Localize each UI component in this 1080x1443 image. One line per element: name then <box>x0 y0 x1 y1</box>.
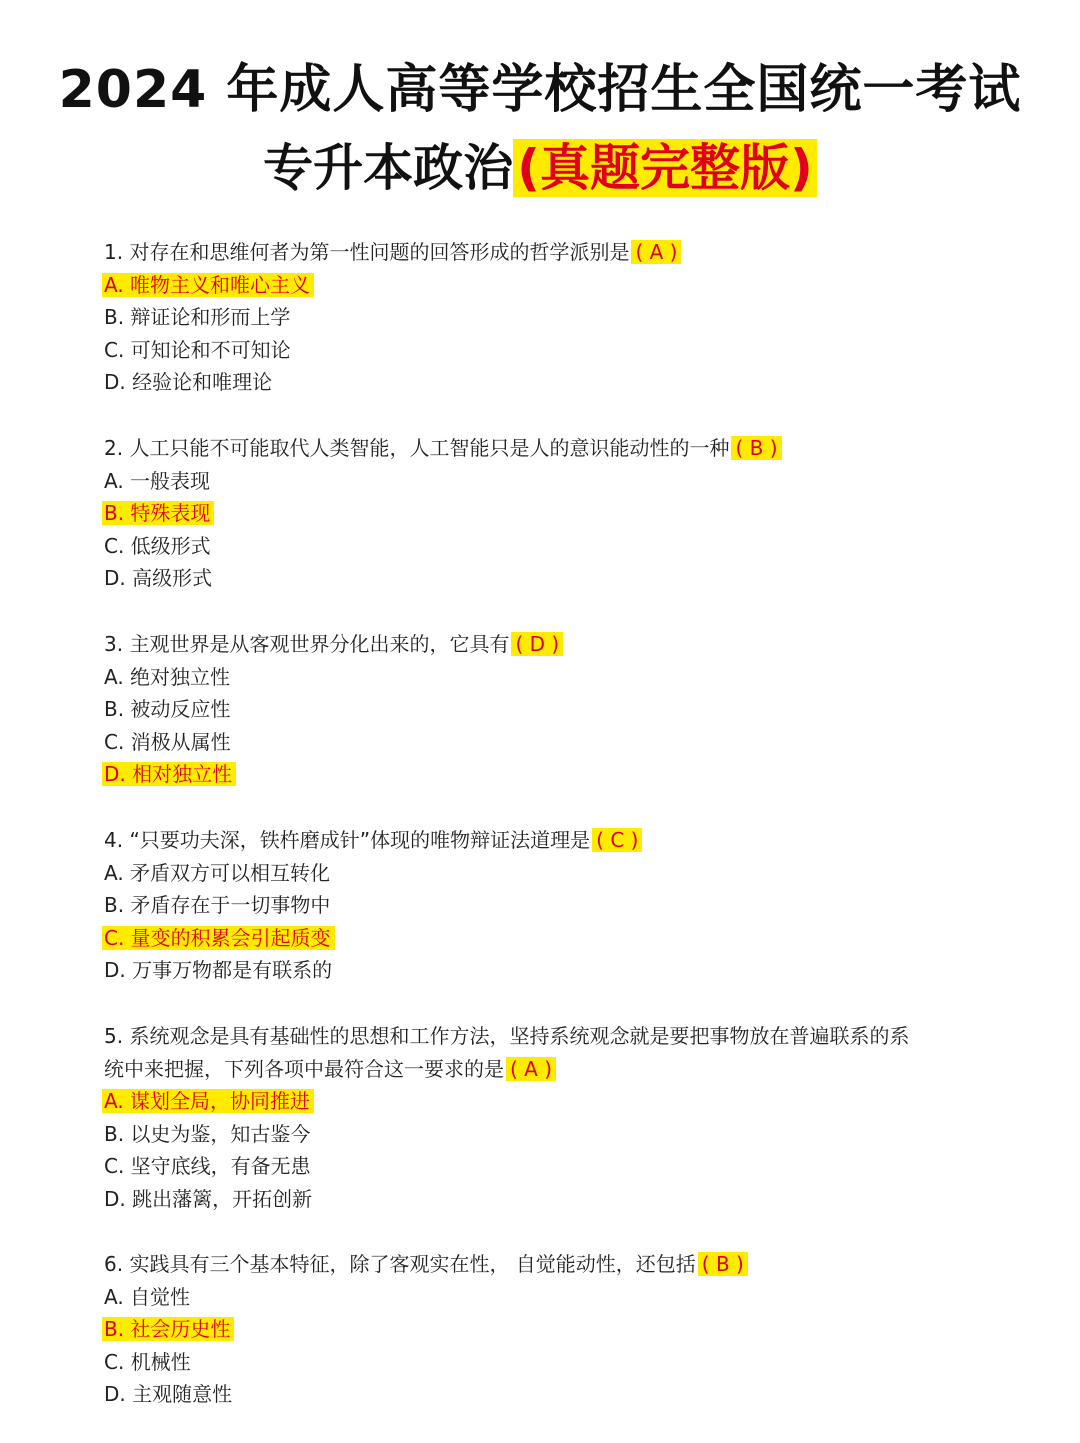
question-stem <box>104 1053 984 1086</box>
option-c <box>104 530 984 563</box>
option-text: A. 绝对独立性 <box>104 664 231 689</box>
option-d <box>104 1183 984 1216</box>
page-title: 2024 年成人高等学校招生全国统一考试 <box>58 60 1022 120</box>
question-text: 4. “只要功夫深，铁杵磨成针”体现的唯物辩证法道理是 <box>104 828 591 852</box>
option-text: B. 被动反应性 <box>104 697 231 721</box>
option-c <box>104 334 984 367</box>
option-a <box>104 661 984 694</box>
option-text-correct: B. 社会历史性 <box>102 1317 234 1341</box>
option-b <box>104 889 984 922</box>
question-3 <box>104 628 984 791</box>
option-b <box>104 497 984 530</box>
option-text: C. 低级形式 <box>104 533 211 558</box>
option-a <box>104 269 984 302</box>
option-c <box>104 1150 984 1183</box>
option-b <box>104 1313 984 1346</box>
question-6 <box>104 1248 984 1411</box>
question-text: 1. 对存在和思维何者为第一性问题的回答形成的哲学派别是 <box>104 240 630 264</box>
question-stem <box>104 432 984 465</box>
option-text: C. 机械性 <box>104 1349 191 1374</box>
option-text: A. 矛盾双方可以相互转化 <box>104 860 331 885</box>
option-b <box>104 301 984 334</box>
option-text-correct: C. 量变的积累会引起质变 <box>102 926 335 950</box>
question-stem <box>104 824 984 857</box>
page-subtitle <box>0 138 1080 198</box>
option-text-correct: A. 唯物主义和唯心主义 <box>102 273 314 297</box>
answer-tag: ( A ) <box>506 1057 556 1081</box>
question-stem <box>104 1248 984 1281</box>
option-text: A. 一般表现 <box>104 468 211 493</box>
question-1 <box>104 236 984 399</box>
option-b <box>104 1118 984 1151</box>
answer-tag: ( C ) <box>592 828 642 852</box>
question-4 <box>104 824 984 987</box>
option-a <box>104 465 984 498</box>
question-2 <box>104 432 984 595</box>
option-text: D. 经验论和唯理论 <box>104 370 273 394</box>
option-a <box>104 1281 984 1314</box>
option-text: C. 坚守底线，有备无患 <box>104 1154 311 1178</box>
option-text: B. 矛盾存在于一切事物中 <box>104 893 331 917</box>
question-5 <box>104 1020 984 1215</box>
option-text-correct: A. 谋划全局，协同推进 <box>102 1089 314 1113</box>
option-d <box>104 1378 984 1411</box>
answer-tag: ( B ) <box>731 436 781 460</box>
option-d <box>104 758 984 791</box>
option-text: D. 跳出藩篱，开拓创新 <box>104 1186 313 1211</box>
answer-tag: ( A ) <box>631 240 681 264</box>
option-c <box>104 726 984 759</box>
question-text: 3. 主观世界是从客观世界分化出来的，它具有 <box>104 632 510 656</box>
option-text-correct: B. 特殊表现 <box>102 501 214 525</box>
question-text: 5. 系统观念是具有基础性的思想和工作方法，坚持系统观念就是要把事物放在普遍联系的系 <box>104 1024 910 1048</box>
answer-tag: ( D ) <box>511 632 563 656</box>
option-d <box>104 954 984 987</box>
option-d <box>104 562 984 595</box>
option-b <box>104 693 984 726</box>
option-text: B. 以史为鉴，知古鉴今 <box>104 1121 311 1146</box>
option-a <box>104 1085 984 1118</box>
option-d <box>104 366 984 399</box>
option-text: D. 万事万物都是有联系的 <box>104 958 333 982</box>
option-text: D. 高级形式 <box>104 566 213 590</box>
option-c <box>104 922 984 955</box>
option-text: A. 自觉性 <box>104 1284 191 1309</box>
question-text: 统中来把握，下列各项中最符合这一要求的是 <box>104 1056 504 1081</box>
option-text: B. 辩证论和形而上学 <box>104 305 291 329</box>
question-stem <box>104 628 984 661</box>
option-a <box>104 857 984 890</box>
option-text: C. 可知论和不可知论 <box>104 337 291 362</box>
question-text: 2. 人工只能不可能取代人类智能，人工智能只是人的意识能动性的一种 <box>104 436 730 460</box>
option-text: D. 主观随意性 <box>104 1382 233 1406</box>
option-text: C. 消极从属性 <box>104 729 231 754</box>
option-c <box>104 1346 984 1379</box>
question-stem <box>104 236 984 269</box>
question-stem-line1 <box>104 1020 984 1053</box>
question-text: 6. 实践具有三个基本特征，除了客观实在性， 自觉能动性，还包括 <box>104 1252 696 1276</box>
subtitle-highlight: (真题完整版) <box>513 139 817 197</box>
subtitle-prefix: 专升本政治 <box>263 139 514 197</box>
option-text-correct: D. 相对独立性 <box>102 762 236 786</box>
answer-tag: ( B ) <box>698 1252 748 1276</box>
